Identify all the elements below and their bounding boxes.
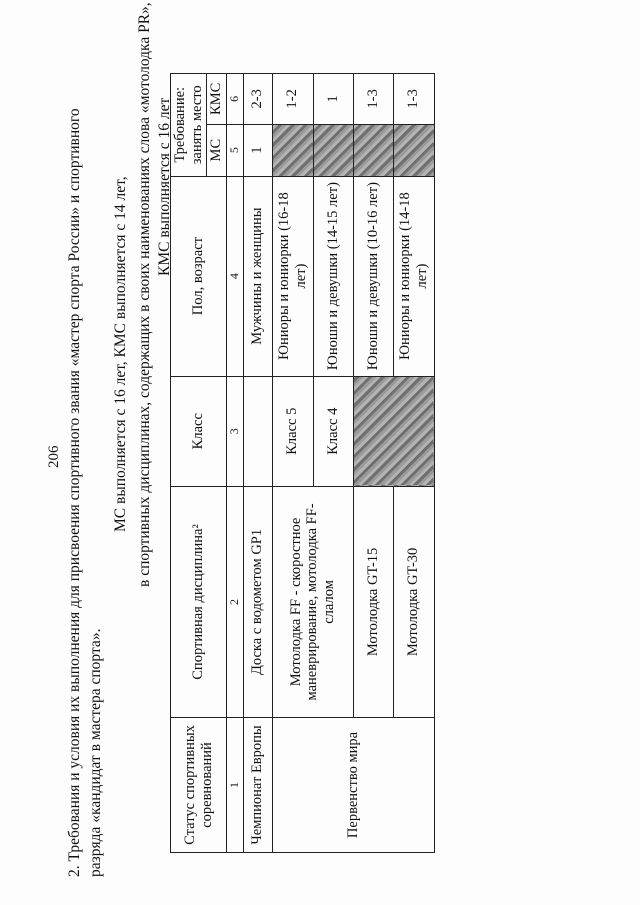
- cell-gender-age: Мужчины и женщины: [243, 176, 272, 376]
- cell-class-shaded: [353, 376, 434, 486]
- column-number-row: [227, 74, 244, 853]
- cell-ms: 1: [243, 124, 272, 176]
- table-row: [243, 74, 272, 853]
- cell-kms: 1-3: [393, 74, 434, 125]
- cell-discipline: Мотолодка GT-15: [353, 486, 393, 717]
- cell-gender-age: Юноши и девушки (14-15 лет): [313, 176, 353, 376]
- cell-class: [243, 376, 272, 486]
- header-status: Статус спортивных соревнований: [171, 717, 227, 852]
- cell-discipline: Доска с водометом GP1: [243, 486, 272, 717]
- cell-ms-shaded: [272, 124, 313, 176]
- cell-class: Класс 4: [313, 376, 353, 486]
- table-row: [272, 74, 313, 853]
- cell-kms: 1: [313, 74, 353, 125]
- header-class: Класс: [171, 376, 227, 486]
- header-kms: КМС: [207, 74, 227, 125]
- cell-status: Чемпионат Европы: [243, 717, 272, 852]
- cell-ms-shaded: [393, 124, 434, 176]
- cell-discipline: Мотолодка FF - скоростное маневрирование, мотолодка FF-слалом: [272, 486, 353, 717]
- cell-kms: 2-3: [243, 74, 272, 125]
- column-number: 1: [227, 717, 244, 852]
- header-requirement: Требование: занять место: [171, 74, 207, 177]
- column-number: 4: [227, 176, 244, 376]
- cell-status: Первенство мира: [272, 717, 434, 852]
- cell-ms-shaded: [313, 124, 353, 176]
- age-note-line3: КМС выполняется с 16 лет: [156, 97, 173, 276]
- column-number: 6: [227, 74, 244, 125]
- cell-kms: 1-2: [272, 74, 313, 125]
- cell-class: Класс 5: [272, 376, 313, 486]
- cell-gender-age: Юноши и девушки (10-16 лет): [353, 176, 393, 376]
- column-number: 2: [227, 486, 244, 717]
- column-number: 5: [227, 124, 244, 176]
- header-ms: МС: [207, 124, 227, 176]
- section-heading-line1: 2. Требования и условия их выполнения для присвоения спортивного звания «мастер спорта России» и спортивного: [66, 108, 83, 877]
- requirements-table: [170, 73, 435, 853]
- age-note-line1: МС выполняется с 16 лет, КМС выполняется с 14 лет,: [112, 176, 129, 532]
- header-discipline: Спортивная дисциплина²: [171, 486, 227, 717]
- page-number: 206: [46, 445, 62, 468]
- cell-gender-age: Юниоры и юниорки (14-18 лет): [393, 176, 434, 376]
- column-number: 3: [227, 376, 244, 486]
- cell-kms: 1-3: [353, 74, 393, 125]
- age-note-line2: в спортивных дисциплинах, содержащих в своих наименованиях слова «мотолодка PR»,: [136, 2, 153, 587]
- cell-discipline: Мотолодка GT-30: [393, 486, 434, 717]
- section-heading-line2: разряда «кандидат в мастера спорта».: [87, 628, 104, 877]
- cell-gender-age: Юниоры и юниорки (16-18 лет): [272, 176, 313, 376]
- cell-ms-shaded: [353, 124, 393, 176]
- header-gender-age: Пол, возраст: [171, 176, 227, 376]
